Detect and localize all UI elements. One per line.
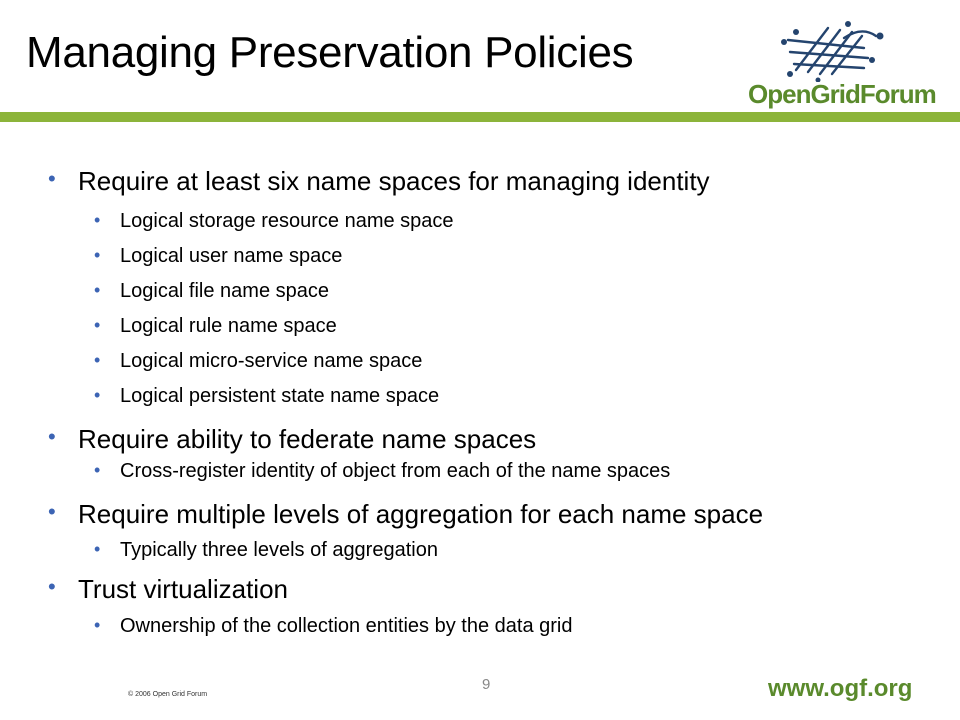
footer-copyright: © 2006 Open Grid Forum (128, 691, 208, 698)
sub-bullet-item (94, 385, 440, 408)
bullet-text: Trust virtualization (78, 574, 288, 604)
sub-bullet-item (94, 210, 454, 233)
bullet-dot-icon: • (94, 539, 101, 559)
footer-url: www.ogf.org (768, 675, 913, 702)
header-accent-bar (0, 112, 960, 122)
bullet-text: Logical storage resource name space (120, 210, 454, 232)
bullet-text: Typically three levels of aggregation (120, 539, 438, 561)
sub-bullet-item (94, 460, 671, 483)
bullet-dot-icon: • (48, 499, 56, 524)
bullet-text: Require at least six name spaces for managing identity (78, 166, 710, 196)
bullet-dot-icon: • (94, 315, 101, 335)
sub-bullet-item (94, 315, 337, 338)
grid-mesh-icon (744, 18, 944, 82)
bullet-text: Logical persistent state name space (120, 385, 440, 407)
bullet-text: Require ability to federate name spaces (78, 424, 537, 454)
bullet-text: Require multiple levels of aggregation for each name space (78, 499, 764, 529)
bullet-dot-icon: • (94, 245, 101, 265)
slide-title: Managing Preservation Policies (26, 28, 634, 77)
bullet-text: Ownership of the collection entities by the data grid (120, 615, 573, 637)
bullet-dot-icon: • (48, 574, 56, 599)
bullet-text: Logical file name space (120, 280, 330, 302)
bullet-dot-icon: • (94, 460, 101, 480)
bullet-dot-icon: • (94, 210, 101, 230)
bullet-text: Logical rule name space (120, 315, 337, 337)
bullet-dot-icon: • (94, 350, 101, 370)
bullet-text: Cross-register identity of object from each of the name spaces (120, 460, 671, 482)
bullet-text: Logical micro-service name space (120, 350, 423, 372)
logo-wordmark: OpenGridForum (748, 79, 936, 109)
sub-bullet-item (94, 280, 330, 303)
bullet-item (48, 424, 537, 455)
ogf-logo (744, 18, 944, 108)
bullet-dot-icon: • (94, 280, 101, 300)
sub-bullet-item (94, 350, 423, 373)
sub-bullet-item (94, 245, 343, 268)
sub-bullet-item (94, 615, 573, 638)
bullet-text: Logical user name space (120, 245, 343, 267)
bullet-item (48, 574, 288, 605)
bullet-item (48, 499, 764, 530)
bullet-dot-icon: • (94, 385, 101, 405)
bullet-dot-icon: • (94, 615, 101, 635)
sub-bullet-item (94, 539, 438, 562)
bullet-item (48, 166, 710, 197)
bullet-dot-icon: • (48, 424, 56, 449)
bullet-dot-icon: • (48, 166, 56, 191)
page-number: 9 (482, 676, 491, 693)
